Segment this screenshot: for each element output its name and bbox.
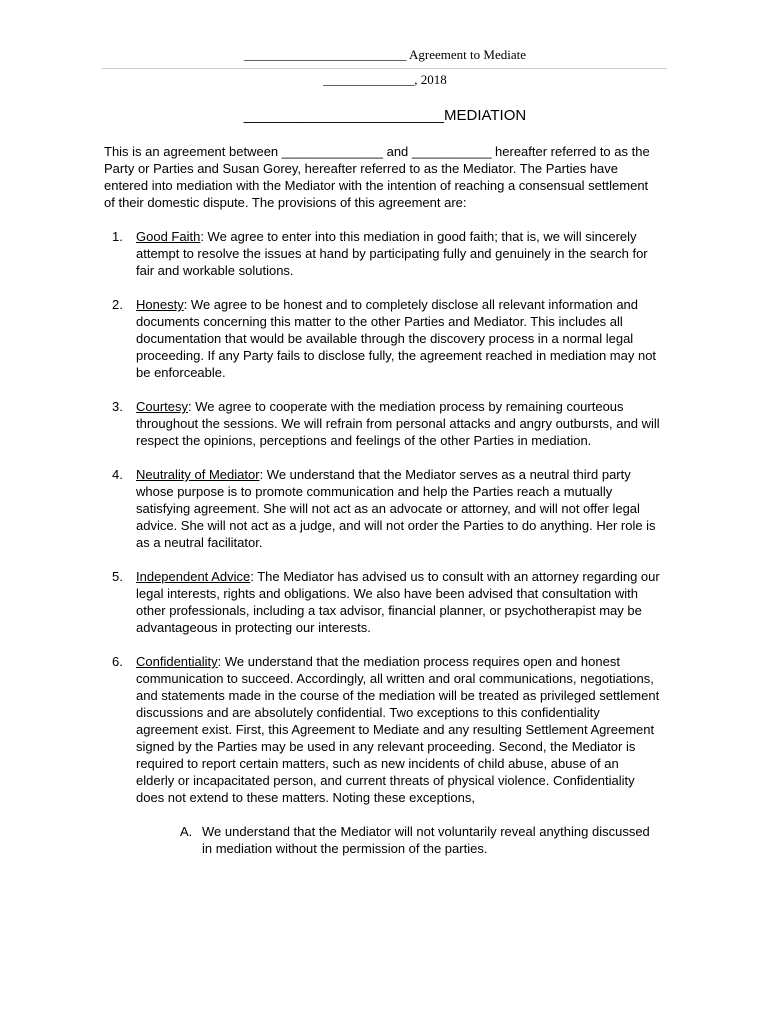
document-body (104, 143, 660, 857)
provision-text: : We agree to be honest and to completely disclose all relevant information and documents concerning this matter to the other Parties and Mediator. This includes all documentation that would be available through the discovery process in a normal legal proceeding. If any Party fails to disclose fully, the agreement reached in mediation may not be enforceable. (136, 297, 657, 380)
subitem-text: We understand that the Mediator will not voluntarily reveal anything discussed in mediation without the permission of the parties. (202, 824, 650, 856)
provision-text: : We understand that the Mediator serves as a neutral third party whose purpose is to promote communication and help the Parties reach a mutually satisfying agreement. She will not act as an advocate or attorney, and will not offer legal advice. She will not act as a judge, and will not order the Parties to do anything. Her role is as a neutral facilitator. (136, 467, 656, 550)
intro-paragraph: This is an agreement between ______________ and ___________ hereafter referred to as the Party or Parties and Susan Gorey, hereafter referred to as the Mediator. The Parties have entered into mediation with the Mediator with the intention of reaching a consensual settlement of their domestic dispute. The provisions of this agreement are: (104, 144, 650, 210)
provision-text: : We agree to enter into this mediation in good faith; that is, we will sincerely attempt to resolve the issues at hand by participating fully and genuinely in the search for fair and workable solutions. (136, 229, 648, 278)
header-divider (102, 68, 667, 69)
provision-term: Good Faith (136, 229, 201, 244)
provision-number: 5. (112, 569, 123, 584)
provision-number: 1. (112, 229, 123, 244)
document-header-date: ______________, 2018 (323, 72, 447, 87)
provision-term: Independent Advice (136, 569, 251, 584)
provision-item (104, 653, 660, 806)
provision-term: Neutrality of Mediator (136, 467, 260, 482)
provisions-list (104, 228, 660, 806)
provision-text: : We understand that the mediation process requires open and honest communication to succeed. Accordingly, all written and oral communications, negotiations, and statements made in the course of the mediation will be treated as privileged settlement discussions and are absolutely confidential. Two exceptions to this confidentiality agreement exist. First, this Agreement to Mediate and any resulting Settlement Agreement signed by the Parties may be used in any relevant proceeding. Second, the Mediator is required to report certain matters, such as new incidents of child abuse, abuse of an elderly or incapacitated person, and current threats of physical violence. Confidentiality does not extend to these matters. Noting these exceptions, (136, 654, 660, 805)
provision-item (104, 466, 660, 551)
provision-number: 6. (112, 654, 123, 669)
provision-term: Honesty (136, 297, 184, 312)
document-header-title: _________________________ Agreement to Mediate (244, 47, 526, 62)
provision-item (104, 296, 660, 381)
provision-item (104, 398, 660, 449)
subitem-letter: A. (180, 824, 193, 839)
provision-term: Courtesy (136, 399, 189, 414)
provision-text: : The Mediator has advised us to consult with an attorney regarding our legal interests, rights and obligations. We also have been advised that consultation with other professionals, including a tax advisor, financial planner, or psychotherapist may be advantageous in protecting our interests. (136, 569, 660, 635)
confidentiality-subitem (180, 823, 660, 857)
provision-item (104, 228, 660, 279)
provision-number: 4. (112, 467, 123, 482)
provision-number: 3. (112, 399, 123, 414)
provision-item (104, 568, 660, 636)
document-title: ________________________MEDIATION (243, 107, 527, 124)
provision-number: 2. (112, 297, 123, 312)
provision-term: Confidentiality (136, 654, 218, 669)
provision-text: : We agree to cooperate with the mediation process by remaining courteous throughout the sessions. We will refrain from personal attacks and angry outbursts, and will respect the opinions, perceptions and feelings of the other Parties in mediation. (136, 399, 660, 448)
